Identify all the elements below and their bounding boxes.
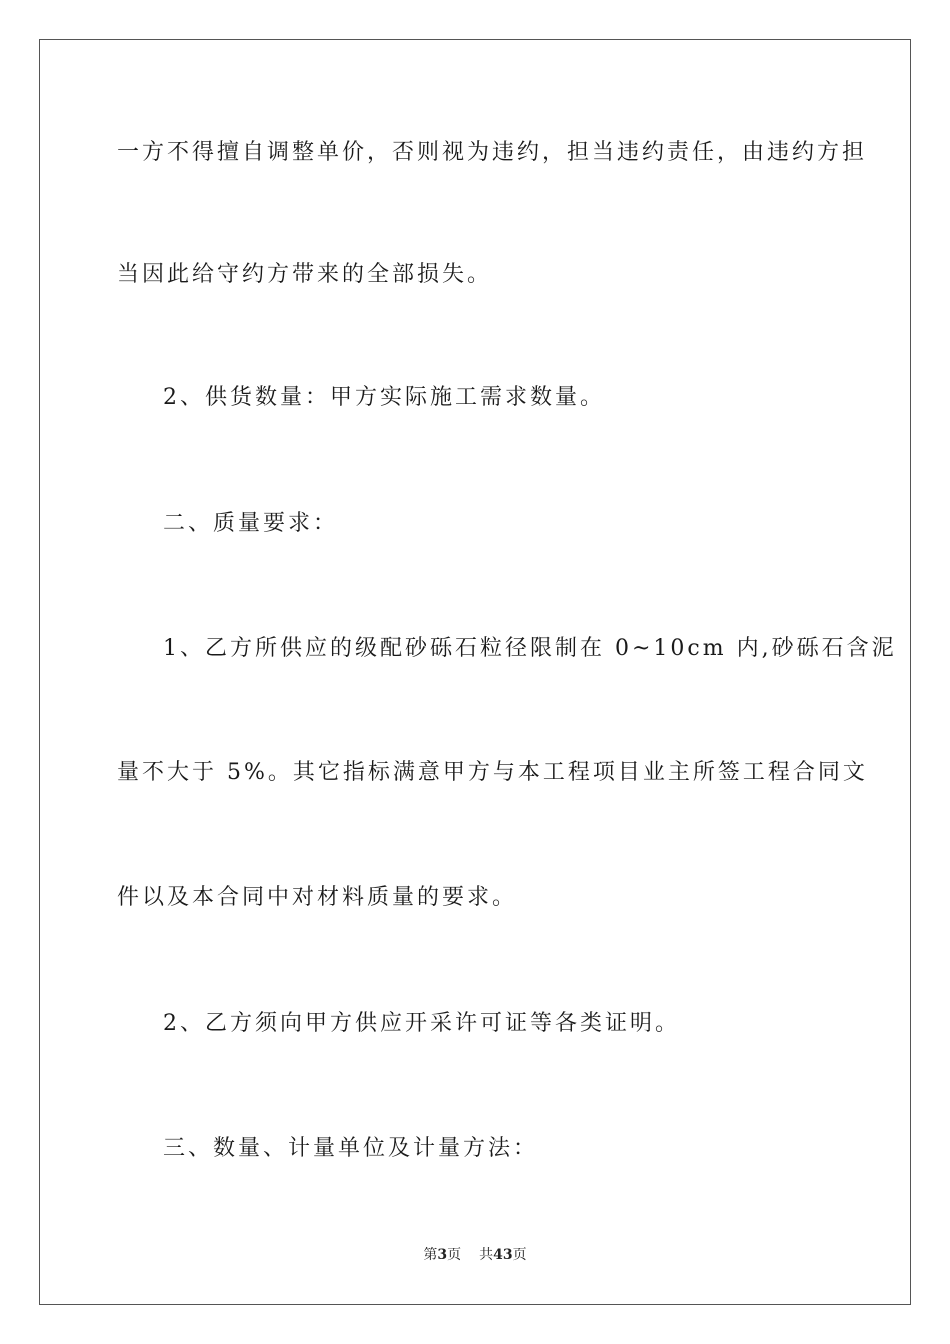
footer-page-suffix: 页 xyxy=(447,1247,462,1263)
footer-total-suffix: 页 xyxy=(512,1247,527,1263)
paragraph-quality-line-3: 件以及本合同中对材料质量的要求。 xyxy=(117,885,518,910)
paragraph-line-1: 一方不得擅自调整单价，否则视为违约，担当违约责任，由违约方担 xyxy=(117,140,868,165)
paragraph-quality-line-1: 1、乙方所供应的级配砂砾石粒径限制在 0~10cm 内,砂砾石含泥 xyxy=(163,636,897,661)
section-heading-quantity: 三、数量、计量单位及计量方法： xyxy=(163,1136,539,1161)
footer-total-prefix: 共 xyxy=(479,1247,494,1263)
paragraph-quality-line-2: 量不大于 5%。其它指标满意甲方与本工程项目业主所签工程合同文 xyxy=(117,760,868,785)
footer-page-number: 3 xyxy=(437,1247,448,1263)
paragraph-supply-quantity: 2、供货数量：甲方实际施工需求数量。 xyxy=(163,385,605,410)
paragraph-line-2: 当因此给守约方带来的全部损失。 xyxy=(117,262,493,287)
page-footer xyxy=(0,1246,950,1264)
footer-total-pages: 43 xyxy=(493,1247,513,1263)
section-heading-quality: 二、质量要求： xyxy=(163,511,339,536)
footer-page-prefix: 第 xyxy=(423,1247,438,1263)
paragraph-permits: 2、乙方须向甲方供应开采许可证等各类证明。 xyxy=(163,1011,680,1036)
page-border xyxy=(39,39,911,1305)
